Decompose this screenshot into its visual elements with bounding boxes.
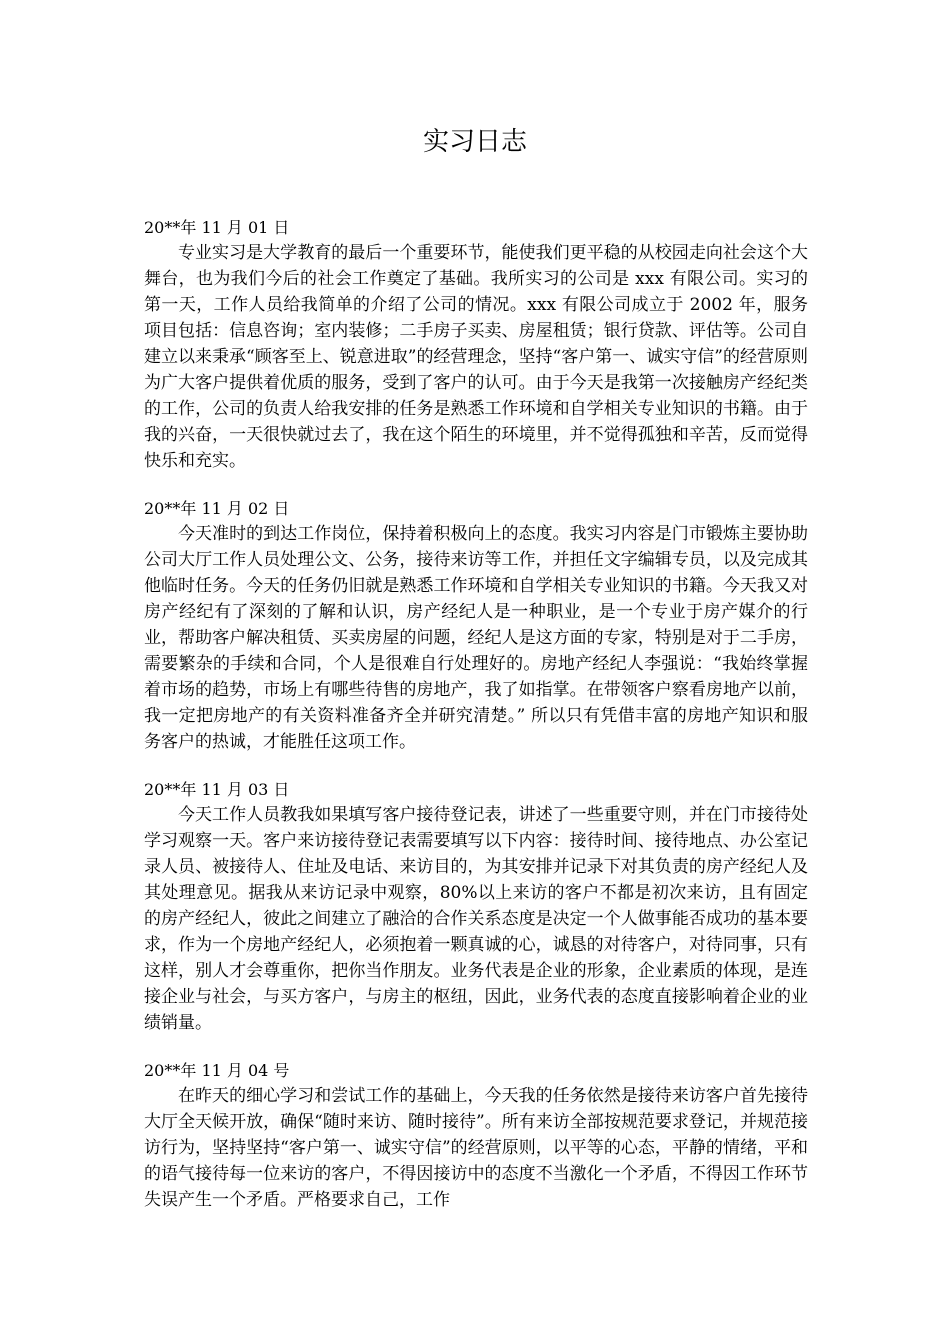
entry-body: 今天工作人员教我如果填写客户接待登记表，讲述了一些重要守则，并在门市接待处学习观察一天。客户来访接待登记表需要填写以下内容：接待时间、接待地点、办公室记录人员、被接待人、住址及电话、来访目的，为其安排并记录下对其负责的房产经纪人及其处理意见。据我从来访记录中观察，80%以上来访的客户不都是初次来访，且有固定的房产经纪人，彼此之间建立了融洽的合作关系态度是决定一个人做事能否成功的基本要求，作为一个房地产经纪人，必须抱着一颗真诚的心，诚恳的对待客户，对待同事，只有这样，别人才会尊重你，把你当作朋友。业务代表是企业的形象，企业素质的体现，是连接企业与社会，与买方客户，与房主的枢纽，因此，业务代表的态度直接影响着企业的业绩销量。 <box>144 805 808 1033</box>
entry-date: 20**年 11 月 03 日 <box>144 780 290 799</box>
entry-date: 20**年 11 月 02 日 <box>144 499 290 518</box>
entry-body: 今天准时的到达工作岗位，保持着积极向上的态度。我实习内容是门市锻炼主要协助公司大厅工作人员处理公文、公务，接待来访等工作，并担任文字编辑专员，以及完成其他临时任务。今天的任务仍旧就是熟悉工作环境和自学相关专业知识的书籍。今天我又对房产经纪有了深刻的了解和认识，房产经纪人是一种职业，是一个专业于房产媒介的行业，帮助客户解决租赁、买卖房屋的问题，经纪人是这方面的专家，特别是对于二手房，需要繁杂的手续和合同，个人是很难自行处理好的。房地产经纪人李强说：“我始终掌握着市场的趋势，市场上有哪些待售的房地产，我了如指掌。在带领客户察看房地产以前，我一定把房地产的有关资料准备齐全并研究清楚。” 所以只有凭借丰富的房地产知识和服务客户的热诚，才能胜任这项工作。 <box>144 524 808 752</box>
log-entry <box>144 778 808 1036</box>
entry-body: 专业实习是大学教育的最后一个重要环节，能使我们更平稳的从校园走向社会这个大舞台，也为我们今后的社会工作奠定了基础。我所实习的公司是 xxx 有限公司。实习的第一天，工作人员给我简单的介绍了公司的情况。xxx 有限公司成立于 2002 年，服务项目包括：信息咨询；室内装修；二手房子买卖、房屋租赁；银行贷款、评估等。公司自建立以来秉承“顾客至上、锐意进取”的经营理念，坚持“客户第一、诚实守信”的经营原则为广大客户提供着优质的服务，受到了客户的认可。由于今天是我第一次接触房产经纪类的工作，公司的负责人给我安排的任务是熟悉工作环境和自学相关专业知识的书籍。由于我的兴奋，一天很快就过去了，我在这个陌生的环境里，并不觉得孤独和辛苦，反而觉得快乐和充实。 <box>144 243 808 471</box>
page-title: 实习日志 <box>422 127 527 157</box>
log-entry <box>144 497 808 755</box>
log-entry <box>144 1059 808 1213</box>
entry-date: 20**年 11 月 04 号 <box>144 1061 290 1080</box>
entry-body: 在昨天的细心学习和尝试工作的基础上，今天我的任务依然是接待来访客户首先接待大厅全天候开放，确保“随时来访、随时接待”。所有来访全部按规范要求登记，并规范接访行为，坚持坚持“客户第一、诚实守信”的经营原则，以平等的心态，平静的情绪，平和的语气接待每一位来访的客户，不得因接访中的态度不当激化一个矛盾，不得因工作环节失误产生一个矛盾。严格要求自己，工作 <box>144 1086 808 1210</box>
log-entry <box>144 216 808 474</box>
log-entries <box>144 216 808 1236</box>
entry-date: 20**年 11 月 01 日 <box>144 218 290 237</box>
